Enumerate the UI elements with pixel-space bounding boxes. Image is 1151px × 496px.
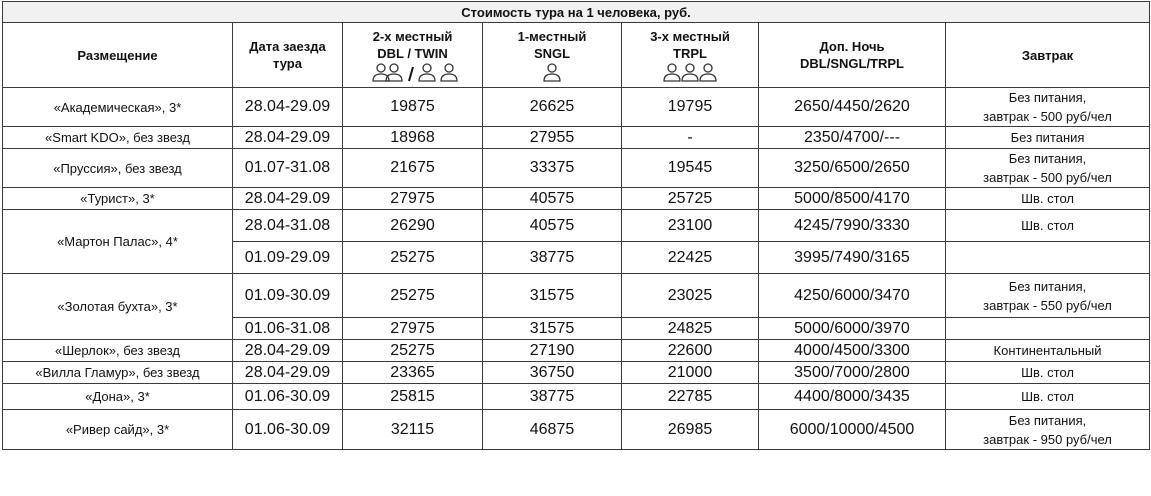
dbl-twin-icons xyxy=(365,62,461,82)
extra-night-price: 3995/7490/3165 xyxy=(759,242,946,274)
dbl-price: 25275 xyxy=(343,242,483,274)
breakfast-line: завтрак - 550 руб/чел xyxy=(983,297,1112,313)
dbl-price: 25815 xyxy=(343,384,483,410)
sngl-price: 31575 xyxy=(483,318,622,340)
date-cell: 28.04-29.09 xyxy=(233,188,343,210)
date-cell: 01.07-31.08 xyxy=(233,149,343,188)
hotel-name: «Золотая бухта», 3* xyxy=(3,274,233,340)
extra-night-price: 4400/8000/3435 xyxy=(759,384,946,410)
extra-night-price: 2350/4700/--- xyxy=(759,127,946,149)
date-cell: 28.04-29.09 xyxy=(233,127,343,149)
breakfast-line: Без питания, xyxy=(1008,278,1087,294)
table-row xyxy=(3,340,1150,362)
breakfast-cell xyxy=(946,149,1150,188)
date-cell: 28.04-29.09 xyxy=(233,362,343,384)
extra-night-price: 5000/8500/4170 xyxy=(759,188,946,210)
breakfast-line: Шв. стол xyxy=(1021,191,1074,206)
dbl-price: 27975 xyxy=(343,318,483,340)
breakfast-line: Континентальный xyxy=(993,343,1102,358)
header-date: Дата заезда тура xyxy=(233,23,343,88)
header-sngl-line2: SNGL xyxy=(533,46,571,61)
breakfast-line: Шв. стол xyxy=(1021,389,1074,404)
breakfast-cell xyxy=(946,242,1150,274)
header-extra-line1: Доп. Ночь xyxy=(819,39,885,54)
sngl-price: 38775 xyxy=(483,242,622,274)
slash-icon xyxy=(409,67,413,81)
dbl-price: 18968 xyxy=(343,127,483,149)
breakfast-cell xyxy=(946,88,1150,127)
person-icon xyxy=(542,62,562,82)
breakfast-cell xyxy=(946,384,1150,410)
dbl-price: 25275 xyxy=(343,340,483,362)
breakfast-cell xyxy=(946,362,1150,384)
dbl-price: 32115 xyxy=(343,410,483,450)
dbl-price: 19875 xyxy=(343,88,483,127)
sngl-price: 31575 xyxy=(483,274,622,318)
hotel-name: «Вилла Гламур», без звезд xyxy=(3,362,233,384)
breakfast-line: завтрак - 500 руб/чел xyxy=(983,170,1112,185)
extra-night-price: 4250/6000/3470 xyxy=(759,274,946,318)
sngl-price: 46875 xyxy=(483,410,622,450)
table-row xyxy=(3,410,1150,450)
trpl-price: 23025 xyxy=(622,274,759,318)
date-cell: 01.06-31.08 xyxy=(233,318,343,340)
sngl-price: 33375 xyxy=(483,149,622,188)
date-cell: 01.06-30.09 xyxy=(233,384,343,410)
extra-night-price: 5000/6000/3970 xyxy=(759,318,946,340)
table-title: Стоимость тура на 1 человека, руб. xyxy=(3,2,1150,23)
trpl-price: 22600 xyxy=(622,340,759,362)
breakfast-line: завтрак - 950 руб/чел xyxy=(983,431,1112,447)
breakfast-cell xyxy=(946,410,1150,450)
breakfast-line: Без питания xyxy=(1010,130,1085,145)
three-person-icon xyxy=(662,62,718,82)
hotel-name: «Академическая», 3* xyxy=(3,88,233,127)
sngl-price: 38775 xyxy=(483,384,622,410)
header-dbl-line2: DBL / TWIN xyxy=(377,46,448,61)
sngl-price: 27190 xyxy=(483,340,622,362)
breakfast-cell xyxy=(946,318,1150,340)
hotel-name: «Турист», 3* xyxy=(3,188,233,210)
extra-night-price: 2650/4450/2620 xyxy=(759,88,946,127)
header-trpl-line1: 3-х местный xyxy=(650,29,730,44)
dbl-price: 26290 xyxy=(343,210,483,242)
header-breakfast: Завтрак xyxy=(946,23,1150,88)
extra-night-price: 6000/10000/4500 xyxy=(759,410,946,450)
extra-night-price: 3250/6500/2650 xyxy=(759,149,946,188)
extra-night-price: 3500/7000/2800 xyxy=(759,362,946,384)
breakfast-line: Шв. стол xyxy=(1021,365,1074,380)
header-extra-line2: DBL/SNGL/TRPL xyxy=(800,56,904,71)
table-row xyxy=(3,274,1150,318)
header-trpl-line2: TRPL xyxy=(673,46,707,61)
date-cell: 28.04-29.09 xyxy=(233,340,343,362)
sngl-price: 27955 xyxy=(483,127,622,149)
sngl-price: 40575 xyxy=(483,188,622,210)
trpl-price: 19545 xyxy=(622,149,759,188)
dbl-price: 25275 xyxy=(343,274,483,318)
date-cell: 01.09-29.09 xyxy=(233,242,343,274)
hotel-name: «Пруссия», без звезд xyxy=(3,149,233,188)
table-row xyxy=(3,384,1150,410)
breakfast-cell xyxy=(946,340,1150,362)
two-person-icon xyxy=(373,64,402,81)
trpl-price: 19795 xyxy=(622,88,759,127)
twin-beds-icon xyxy=(419,64,457,81)
breakfast-cell xyxy=(946,210,1150,242)
trpl-price: 22785 xyxy=(622,384,759,410)
trpl-price: 21000 xyxy=(622,362,759,384)
header-placement: Размещение xyxy=(3,23,233,88)
breakfast-line: Шв. стол xyxy=(1021,218,1074,233)
table-row xyxy=(3,149,1150,188)
breakfast-cell xyxy=(946,274,1150,318)
table-row xyxy=(3,362,1150,384)
dbl-price: 23365 xyxy=(343,362,483,384)
breakfast-cell xyxy=(946,127,1150,149)
header-extra-night xyxy=(759,23,946,88)
sngl-price: 40575 xyxy=(483,210,622,242)
header-trpl xyxy=(622,23,759,88)
sngl-price: 36750 xyxy=(483,362,622,384)
header-sngl-line1: 1-местный xyxy=(517,29,587,44)
table-row xyxy=(3,210,1150,242)
sngl-price: 26625 xyxy=(483,88,622,127)
breakfast-line: завтрак - 500 руб/чел xyxy=(983,109,1112,124)
date-cell: 01.09-30.09 xyxy=(233,274,343,318)
breakfast-line: Без питания, xyxy=(1008,151,1087,166)
trpl-price: 26985 xyxy=(622,410,759,450)
hotel-name: «Smart KDO», без звезд xyxy=(3,127,233,149)
date-cell: 01.06-30.09 xyxy=(233,410,343,450)
breakfast-line: Без питания, xyxy=(1008,90,1087,105)
hotel-name: «Мартон Палас», 4* xyxy=(3,210,233,274)
breakfast-cell xyxy=(946,188,1150,210)
header-dbl xyxy=(343,23,483,88)
breakfast-line: Без питания, xyxy=(1008,412,1087,428)
header-dbl-line1: 2-х местный xyxy=(372,29,453,44)
date-cell: 28.04-31.08 xyxy=(233,210,343,242)
trpl-price: 25725 xyxy=(622,188,759,210)
hotel-name: «Дона», 3* xyxy=(3,384,233,410)
hotel-name: «Шерлок», без звезд xyxy=(3,340,233,362)
trpl-price: 22425 xyxy=(622,242,759,274)
header-row xyxy=(3,23,1150,88)
trpl-price: - xyxy=(622,127,759,149)
trpl-price: 23100 xyxy=(622,210,759,242)
dbl-price: 27975 xyxy=(343,188,483,210)
title-row xyxy=(3,2,1150,23)
extra-night-price: 4245/7990/3330 xyxy=(759,210,946,242)
table-row xyxy=(3,88,1150,127)
trpl-price: 24825 xyxy=(622,318,759,340)
price-table xyxy=(2,1,1150,450)
extra-night-price: 4000/4500/3300 xyxy=(759,340,946,362)
dbl-price: 21675 xyxy=(343,149,483,188)
table-row xyxy=(3,188,1150,210)
header-sngl xyxy=(483,23,622,88)
date-cell: 28.04-29.09 xyxy=(233,88,343,127)
table-row xyxy=(3,127,1150,149)
hotel-name: «Ривер сайд», 3* xyxy=(3,410,233,450)
